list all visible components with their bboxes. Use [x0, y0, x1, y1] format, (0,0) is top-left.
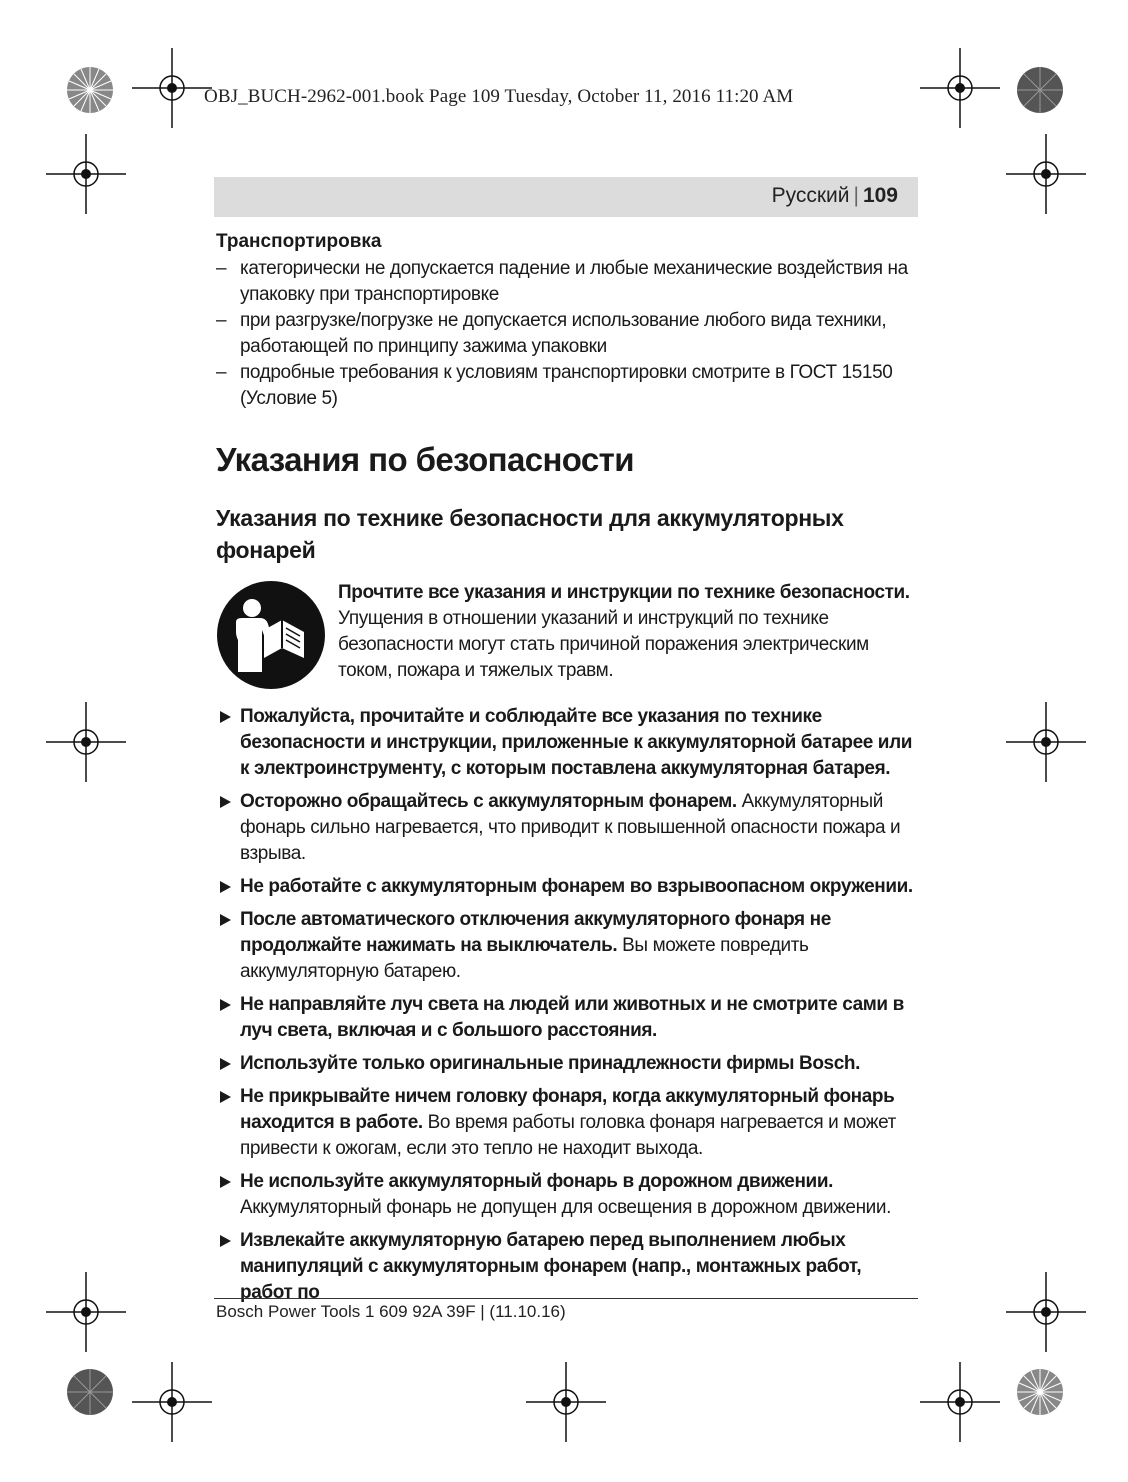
bullet-bold: Пожалуйста, прочитайте и соблюдайте все указания по технике безопасности и инструкции, приложенные к аккумуляторной батарее или к электроинструменту, с которым поставлена аккумуляторная батарея.: [240, 706, 913, 779]
list-item: [216, 256, 918, 308]
bullet-bold: Не прикрывайте ничем головку фонаря, когда аккумуляторный фонарь находится в работе.: [240, 1086, 895, 1133]
bullet-bold: Не направляйте луч света на людей или животных и не смотрите сами в луч света, включая и с большого расстояния.: [240, 994, 904, 1041]
list-item: [216, 1051, 918, 1077]
list-item: [216, 1228, 918, 1306]
transport-list: [216, 256, 918, 412]
transport-heading: Транспортировка: [216, 231, 382, 252]
crosshair-icon: [1006, 1272, 1086, 1352]
list-item: [216, 360, 918, 412]
general-warning-text: [338, 580, 918, 684]
header-language-page: [772, 184, 898, 208]
starburst-target-icon: [66, 1368, 114, 1416]
list-item: [216, 1169, 918, 1221]
crosshair-icon: [1006, 134, 1086, 214]
crosshair-icon: [1006, 702, 1086, 782]
bullet-bold: После автоматического отключения аккумуляторного фонаря не продолжайте нажимать на выключатель.: [240, 909, 831, 956]
bullet-bold: Не работайте с аккумуляторным фонарем во взрывоопасном окружении.: [240, 876, 913, 897]
list-item-text: категорически не допускается падение и любые механические воздействия на упаковку при транспортировке: [240, 258, 908, 305]
list-item: [216, 907, 918, 985]
triangle-bullet-icon: [220, 1058, 231, 1070]
dash: –: [216, 258, 227, 279]
triangle-bullet-icon: [220, 1235, 231, 1247]
triangle-bullet-icon: [220, 1091, 231, 1103]
triangle-bullet-icon: [220, 711, 231, 723]
running-header: [214, 177, 918, 217]
bullet-bold: Не используйте аккумуляторный фонарь в дорожном движении.: [240, 1171, 833, 1192]
dash: –: [216, 310, 227, 331]
bullet-bold: Извлекайте аккумуляторную батарею перед выполнением любых манипуляций с аккумуляторным фонарем (напр., монтажных работ, работ по: [240, 1230, 862, 1303]
crosshair-icon: [132, 1362, 212, 1442]
starburst-target-icon: [1016, 66, 1064, 114]
crosshair-icon: [920, 1362, 1000, 1442]
bullet-bold: Используйте только оригинальные принадлежности фирмы Bosch.: [240, 1053, 860, 1074]
bullet-text: Вы можете повредить аккумуляторную батарею.: [240, 935, 809, 982]
warning-body: Упущения в отношении указаний и инструкций по технике безопасности могут стать причиной поражения электрическим током, пожара и тяжелых травм.: [338, 608, 869, 681]
crosshair-icon: [526, 1362, 606, 1442]
crosshair-icon: [920, 48, 1000, 128]
starburst-target-icon: [66, 66, 114, 114]
warning-bold: Прочтите все указания и инструкции по технике безопасности.: [338, 582, 910, 603]
crosshair-icon: [46, 134, 126, 214]
list-item: [216, 874, 918, 900]
read-manual-icon: [216, 580, 326, 695]
starburst-target-icon: [1016, 1368, 1064, 1416]
bullet-text: Аккумуляторный фонарь сильно нагревается, что приводит к повышенной опасности пожара и взрыва.: [240, 791, 901, 864]
bullet-bold: Осторожно обращайтесь с аккумуляторным фонарем.: [240, 791, 737, 812]
triangle-bullet-icon: [220, 1176, 231, 1188]
triangle-bullet-icon: [220, 881, 231, 893]
crosshair-icon: [46, 702, 126, 782]
dash: –: [216, 362, 227, 383]
crosshair-icon: [46, 1272, 126, 1352]
list-item: [216, 704, 918, 782]
footer-rule: [214, 1298, 918, 1299]
subsection-title: Указания по технике безопасности для аккумуляторных фонарей: [216, 505, 844, 563]
header-separator: |: [853, 184, 859, 207]
print-slug: OBJ_BUCH-2962-001.book Page 109 Tuesday, October 11, 2016 11:20 AM: [204, 86, 794, 107]
crosshair-icon: [132, 48, 212, 128]
general-warning: [216, 580, 918, 692]
triangle-bullet-icon: [220, 796, 231, 808]
safety-bullets: [216, 704, 918, 1306]
page-content: [216, 230, 918, 1313]
bullet-text: Аккумуляторный фонарь не допущен для освещения в дорожном движении.: [240, 1197, 891, 1218]
list-item: [216, 308, 918, 360]
triangle-bullet-icon: [220, 914, 231, 926]
page-footer: Bosch Power Tools 1 609 92A 39F | (11.10.16): [216, 1302, 566, 1321]
section-title: Указания по безопасности: [216, 441, 634, 478]
list-item: [216, 789, 918, 867]
list-item: [216, 992, 918, 1044]
list-item: [216, 1084, 918, 1162]
list-item-text: при разгрузке/погрузке не допускается использование любого вида техники, работающей по принципу зажима упаковки: [240, 310, 887, 357]
header-language: Русский: [771, 184, 850, 207]
triangle-bullet-icon: [220, 999, 231, 1011]
page-number: 109: [862, 184, 898, 207]
list-item-text: подробные требования к условиям транспортировки смотрите в ГОСТ 15150 (Условие 5): [240, 362, 893, 409]
bullet-text: Во время работы головка фонаря нагревается и может привести к ожогам, если это тепло не находит выхода.: [240, 1112, 896, 1159]
